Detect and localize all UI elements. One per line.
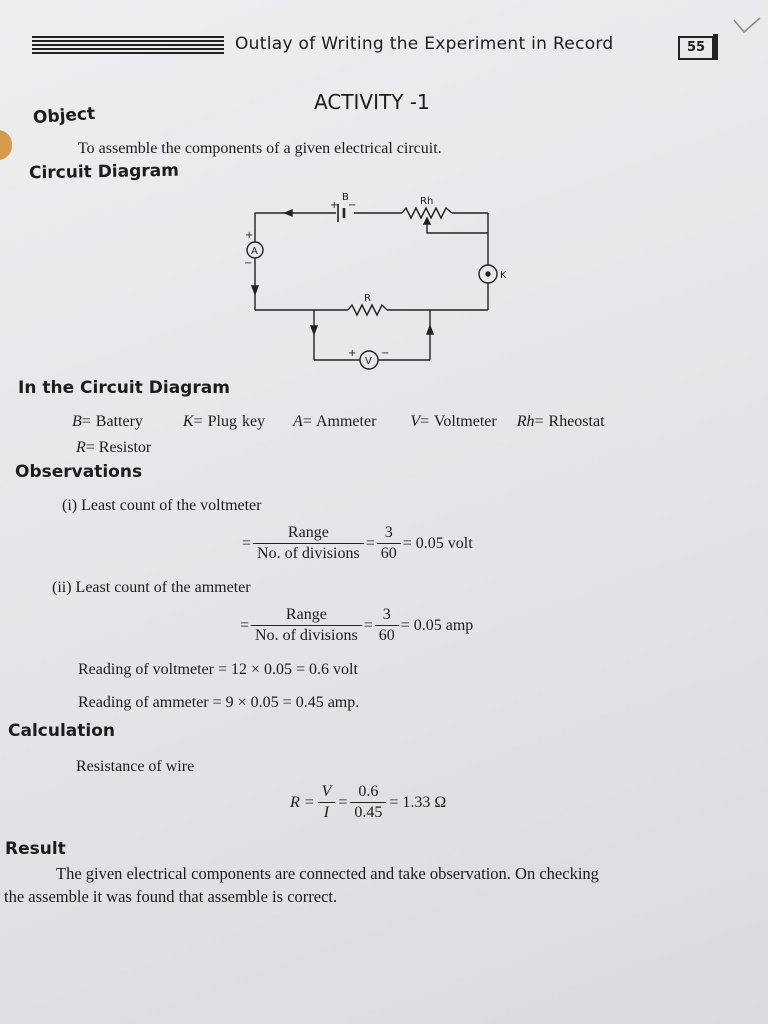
ammeter-plus-label: + [245, 230, 254, 241]
resistance-formula: R = $\frac{V}{I}$ = $\frac{0.6}{0.45}$ = 1.33 Ω [290, 783, 447, 821]
battery-plus-label: + [330, 200, 339, 211]
calculation-heading: Calculation [8, 721, 115, 741]
ammeter-label: A [251, 246, 258, 257]
ammeter-reading: Reading of ammeter = 9 × 0.05 = 0.45 amp. [78, 694, 360, 711]
obs-item-2-label: (ii) Least count of the ammeter [52, 579, 251, 596]
object-text: To assemble the components of a given electrical circuit. [78, 140, 442, 157]
result-line-2: the assemble it was found that assemble is correct. [4, 887, 338, 906]
result-line-1: The given electrical components are connected and take observation. On checking [56, 864, 599, 883]
legend-line-1: B= Battery K= Plug key A= Ammeter V= Voltmeter Rh= Rheostat [72, 413, 605, 430]
result-heading: Result [5, 839, 66, 859]
page-number: 55 [678, 36, 714, 60]
page-tab-marker [713, 34, 718, 60]
obs-item-1-label: (i) Least count of the voltmeter [62, 497, 262, 514]
page-edge-tab [0, 130, 12, 160]
legend-heading: In the Circuit Diagram [18, 378, 230, 398]
header-title: Outlay of Writing the Experiment in Record [235, 34, 614, 54]
rheostat-label: Rh [420, 196, 434, 207]
voltmeter-minus-label: − [381, 348, 390, 359]
battery-minus-label: − [348, 200, 357, 211]
voltmeter-reading: Reading of voltmeter = 12 × 0.05 = 0.6 volt [78, 661, 358, 678]
voltmeter-label: V [365, 356, 372, 367]
object-heading: Object [32, 103, 96, 129]
circuit-diagram [230, 186, 530, 376]
voltmeter-plus-label: + [348, 348, 357, 359]
observations-heading: Observations [15, 462, 143, 482]
key-label: K [500, 270, 507, 281]
battery-label: B [342, 192, 349, 203]
obs-item-2-formula: = $\frac{\text{Range}}{\text{No. of divisions}}$ = $\frac{3}{60}$ = 0.05 amp [240, 606, 474, 644]
circuit-heading: Circuit Diagram [28, 160, 180, 184]
obs-item-1-formula: = $\frac{\text{Range}}{\text{No. of divisions}}$ = $\frac{3}{60}$ = 0.05 volt [242, 524, 473, 562]
activity-title: ACTIVITY -1 [314, 90, 430, 114]
calculation-label: Resistance of wire [76, 758, 195, 775]
check-mark-icon [732, 14, 762, 36]
legend-line-2: R= Resistor [76, 439, 152, 456]
ammeter-minus-label: − [244, 258, 253, 269]
resistor-label: R [364, 293, 371, 304]
header-rule [32, 36, 224, 56]
